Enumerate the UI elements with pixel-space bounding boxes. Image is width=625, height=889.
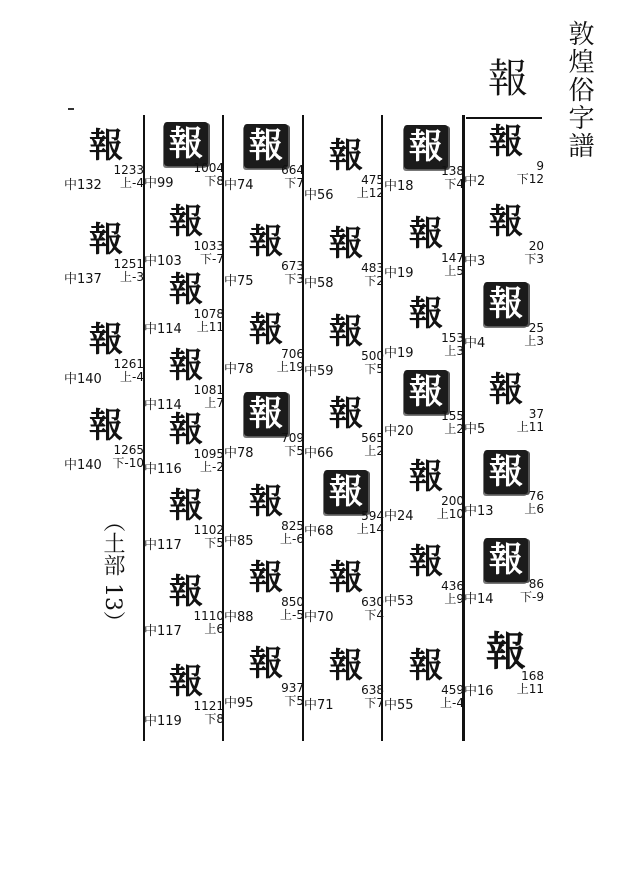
- ref-page: 1251: [113, 257, 144, 271]
- ref-page: 86: [528, 577, 544, 591]
- ref-page: 1095: [193, 447, 224, 461]
- ref-page: 1265: [113, 443, 144, 457]
- glyph-sample: 報: [404, 370, 448, 414]
- ref-page: 1033: [193, 239, 224, 253]
- ref-line: 下7: [364, 696, 384, 710]
- glyph-sample: 報: [169, 270, 203, 310]
- ref-line: 上-5: [280, 608, 304, 622]
- glyph-sample: 報: [484, 538, 528, 582]
- page-reference: [426, 410, 464, 436]
- page-reference: [266, 682, 304, 708]
- source-number: 中140: [64, 458, 102, 473]
- ref-line: 下12: [516, 172, 544, 186]
- source-number: 中71: [304, 698, 334, 713]
- ref-line: 上-6: [280, 532, 304, 546]
- ref-page: 673: [281, 259, 304, 273]
- page-reference: [506, 578, 544, 604]
- ref-line: 下5: [364, 362, 384, 376]
- glyph-sample: 報: [409, 294, 443, 334]
- glyph-sample: 報: [164, 122, 208, 166]
- source-number: 中75: [224, 274, 254, 289]
- page-reference: [266, 348, 304, 374]
- glyph-sample: 報: [329, 312, 363, 352]
- ref-line: 下-7: [200, 252, 224, 266]
- source-number: 中99: [144, 176, 174, 191]
- glyph-sample: 報: [484, 450, 528, 494]
- ref-page: 500: [361, 349, 384, 363]
- source-number: 中59: [304, 364, 334, 379]
- ref-page: 825: [281, 519, 304, 533]
- glyph-sample: 報: [329, 558, 363, 598]
- source-number: 中14: [464, 592, 494, 607]
- page-reference: [426, 684, 464, 710]
- glyph-sample: 報: [89, 220, 123, 260]
- ref-line: 上14: [356, 522, 384, 536]
- glyph-sample: 報: [489, 370, 523, 410]
- ref-line: 上7: [204, 396, 224, 410]
- ref-page: 850: [281, 595, 304, 609]
- source-number: 中114: [144, 322, 182, 337]
- source-number: 中58: [304, 276, 334, 291]
- ref-line: 上6: [524, 502, 544, 516]
- page-reference: [506, 160, 544, 186]
- glyph-sample: 報: [404, 125, 448, 169]
- page-reference: [346, 510, 384, 536]
- source-number: 中3: [464, 254, 486, 269]
- ref-page: 37: [528, 407, 544, 421]
- glyph-sample: 報: [244, 124, 288, 168]
- glyph-sample: 報: [486, 628, 526, 675]
- ref-page: 630: [361, 595, 384, 609]
- glyph-sample: 報: [89, 320, 123, 360]
- page-reference: [186, 524, 224, 550]
- source-number: 中19: [384, 266, 414, 281]
- glyph-sample: 報: [244, 392, 288, 436]
- page-reference: [186, 610, 224, 636]
- ref-line: 上-4: [120, 370, 144, 384]
- source-number: 中55: [384, 698, 414, 713]
- ref-line: 上-2: [200, 460, 224, 474]
- ref-page: 475: [361, 173, 384, 187]
- ref-line: 下-9: [520, 590, 544, 604]
- page-reference: [186, 240, 224, 266]
- page-reference: [506, 408, 544, 434]
- page-reference: [346, 350, 384, 376]
- page-reference: [346, 174, 384, 200]
- source-number: 中18: [384, 179, 414, 194]
- ref-line: 下4: [364, 608, 384, 622]
- ref-line: 上11: [516, 682, 544, 696]
- glyph-sample: 報: [329, 224, 363, 264]
- ref-page: 459: [441, 683, 464, 697]
- source-number: 中53: [384, 594, 414, 609]
- page-reference: [186, 384, 224, 410]
- glyph-sample: 報: [169, 410, 203, 450]
- ref-page: 76: [528, 489, 544, 503]
- source-number: 中116: [144, 462, 182, 477]
- page-reference: [426, 580, 464, 606]
- page-reference: [426, 252, 464, 278]
- glyph-sample: 報: [409, 457, 443, 497]
- ref-line: 上5: [444, 264, 464, 278]
- source-number: 中4: [464, 336, 486, 351]
- source-number: 中95: [224, 696, 254, 711]
- source-number: 中74: [224, 178, 254, 193]
- page-reference: [266, 432, 304, 458]
- page-reference: [266, 260, 304, 286]
- page-reference: [506, 490, 544, 516]
- source-number: 中56: [304, 188, 334, 203]
- page-reference: [186, 308, 224, 334]
- ref-page: 1102: [193, 523, 224, 537]
- glyph-sample: 報: [169, 662, 203, 702]
- ref-page: 709: [281, 431, 304, 445]
- page-reference: [106, 258, 144, 284]
- glyph-sample: 報: [169, 202, 203, 242]
- page-reference: [186, 162, 224, 188]
- ref-line: 上3: [444, 344, 464, 358]
- ref-page: 1078: [193, 307, 224, 321]
- source-number: 中114: [144, 398, 182, 413]
- ref-line: 上-3: [120, 270, 144, 284]
- page-reference: [346, 262, 384, 288]
- ref-page: 1233: [113, 163, 144, 177]
- ref-page: 153: [441, 331, 464, 345]
- ref-line: 上11: [516, 420, 544, 434]
- source-number: 中16: [464, 684, 494, 699]
- ref-page: 1004: [193, 161, 224, 175]
- ref-line: 上2: [364, 444, 384, 458]
- page-reference: [266, 596, 304, 622]
- page-reference: [426, 165, 464, 191]
- ref-page: 138: [441, 164, 464, 178]
- ref-line: 上11: [196, 320, 224, 334]
- glyph-sample: 報: [249, 644, 283, 684]
- source-number: 中24: [384, 509, 414, 524]
- book-title: 敦煌俗字譜: [564, 20, 594, 160]
- ref-line: 上-4: [120, 176, 144, 190]
- head-character: 報: [488, 56, 528, 102]
- source-number: 中119: [144, 714, 182, 729]
- page-reference: [266, 520, 304, 546]
- source-number: 中20: [384, 424, 414, 439]
- glyph-sample: 報: [324, 470, 368, 514]
- ref-line: 下3: [284, 272, 304, 286]
- source-number: 中5: [464, 422, 486, 437]
- glyph-sample: 報: [169, 486, 203, 526]
- source-number: 中140: [64, 372, 102, 387]
- glyph-sample: 報: [249, 482, 283, 522]
- column-rule: [302, 115, 304, 741]
- source-number: 中78: [224, 446, 254, 461]
- page-reference: [506, 670, 544, 696]
- ref-line: 下3: [524, 252, 544, 266]
- glyph-sample: 報: [249, 310, 283, 350]
- page-reference: [106, 358, 144, 384]
- glyph-sample: 報: [249, 222, 283, 262]
- ref-line: 下4: [444, 177, 464, 191]
- ref-page: 436: [441, 579, 464, 593]
- source-number: 中19: [384, 346, 414, 361]
- ref-page: 594: [361, 509, 384, 523]
- source-number: 中117: [144, 538, 182, 553]
- ref-page: 1261: [113, 357, 144, 371]
- ref-line: 上6: [204, 622, 224, 636]
- page-reference: [186, 700, 224, 726]
- glyph-sample: 報: [169, 346, 203, 386]
- ref-line: 下-10: [112, 456, 144, 470]
- ref-line: 下8: [204, 712, 224, 726]
- glyph-sample: 報: [89, 406, 123, 446]
- source-number: 中2: [464, 174, 486, 189]
- source-number: 中85: [224, 534, 254, 549]
- glyph-sample: 報: [329, 646, 363, 686]
- ref-page: 1081: [193, 383, 224, 397]
- ref-page: 664: [281, 163, 304, 177]
- ref-line: 上-4: [440, 696, 464, 710]
- glyph-sample: 報: [409, 542, 443, 582]
- ref-page: 937: [281, 681, 304, 695]
- source-number: 中78: [224, 362, 254, 377]
- margin-tick: [68, 108, 74, 110]
- page-reference: [506, 322, 544, 348]
- glyph-sample: 報: [169, 572, 203, 612]
- ref-page: 168: [521, 669, 544, 683]
- glyph-sample: 報: [409, 646, 443, 686]
- glyph-sample: 報: [489, 202, 523, 242]
- ref-page: 200: [441, 494, 464, 508]
- glyph-sample: 報: [329, 394, 363, 434]
- source-number: 中68: [304, 524, 334, 539]
- ref-line: 下5: [284, 694, 304, 708]
- ref-page: 638: [361, 683, 384, 697]
- page-reference: [426, 495, 464, 521]
- ref-page: 155: [441, 409, 464, 423]
- glyph-sample: 報: [409, 214, 443, 254]
- page-reference: [106, 444, 144, 470]
- source-number: 中13: [464, 504, 494, 519]
- glyph-sample: 報: [489, 122, 523, 162]
- page-reference: [506, 240, 544, 266]
- ref-line: 下5: [284, 444, 304, 458]
- ref-line: 上3: [524, 334, 544, 348]
- column-rule: [222, 115, 224, 741]
- head-rule: [466, 117, 542, 119]
- ref-line: 上2: [444, 422, 464, 436]
- source-number: 中88: [224, 610, 254, 625]
- ref-line: 上9: [444, 592, 464, 606]
- source-number: 中103: [144, 254, 182, 269]
- page-reference: [346, 684, 384, 710]
- page-reference: [426, 332, 464, 358]
- source-number: 中70: [304, 610, 334, 625]
- ref-page: 706: [281, 347, 304, 361]
- source-number: 中137: [64, 272, 102, 287]
- ref-page: 565: [361, 431, 384, 445]
- ref-page: 1121: [193, 699, 224, 713]
- ref-page: 20: [528, 239, 544, 253]
- source-number: 中117: [144, 624, 182, 639]
- page-reference: [346, 432, 384, 458]
- ref-line: 上12: [356, 186, 384, 200]
- ref-page: 25: [528, 321, 544, 335]
- source-number: 中132: [64, 178, 102, 193]
- source-number: 中66: [304, 446, 334, 461]
- ref-page: 483: [361, 261, 384, 275]
- ref-line: 上19: [276, 360, 304, 374]
- ref-line: 上10: [436, 507, 464, 521]
- glyph-sample: 報: [484, 282, 528, 326]
- ref-page: 147: [441, 251, 464, 265]
- page-reference: [266, 164, 304, 190]
- ref-line: 下7: [284, 176, 304, 190]
- ref-page: 9: [536, 159, 544, 173]
- glyph-sample: 報: [329, 136, 363, 176]
- column-rule: [381, 115, 383, 741]
- ref-line: 下2: [364, 274, 384, 288]
- glyph-sample: 報: [249, 558, 283, 598]
- side-note: （土部 13）: [100, 510, 125, 633]
- glyph-sample: 報: [89, 126, 123, 166]
- ref-line: 下8: [204, 174, 224, 188]
- page-reference: [186, 448, 224, 474]
- ref-line: 下5: [204, 536, 224, 550]
- page-reference: [106, 164, 144, 190]
- page-reference: [346, 596, 384, 622]
- column-rule: [143, 115, 145, 741]
- ref-page: 1110: [193, 609, 224, 623]
